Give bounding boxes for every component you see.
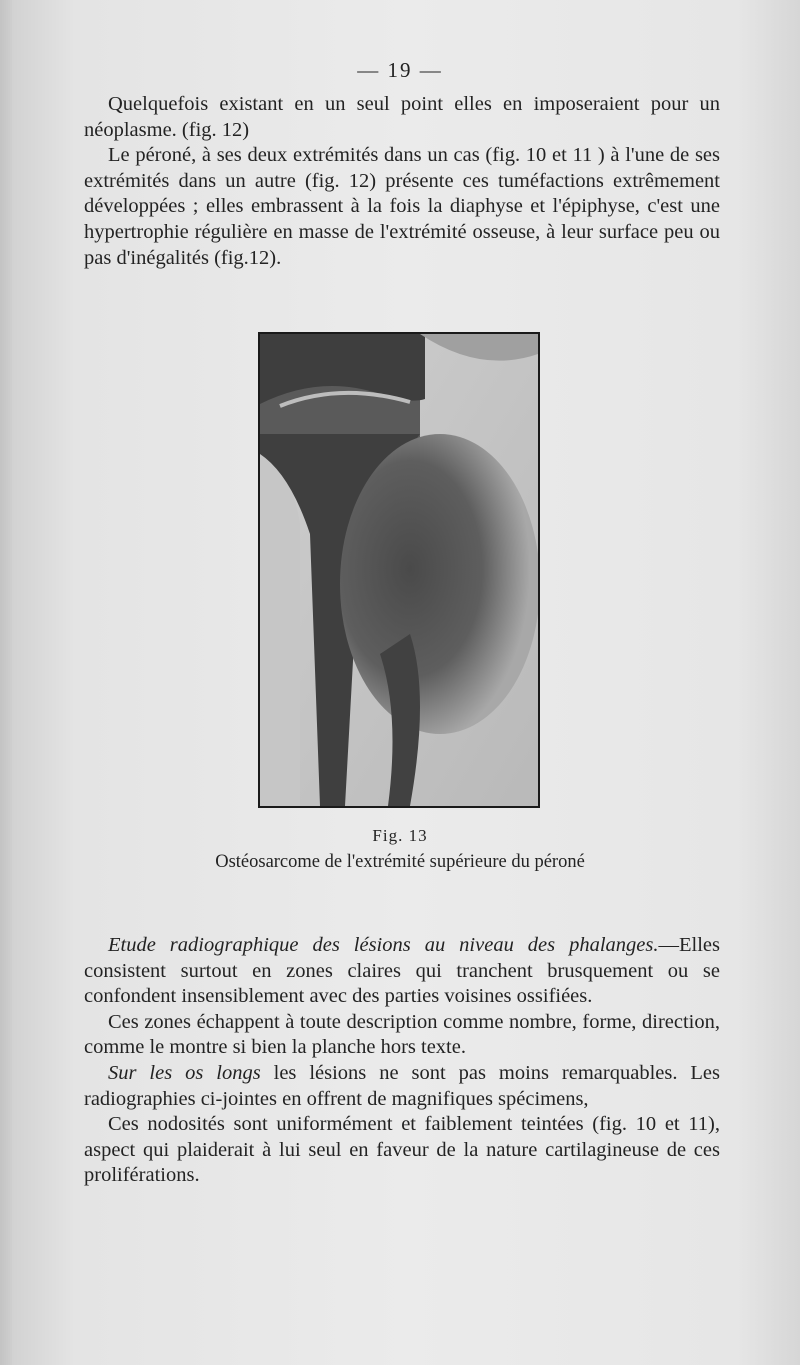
figure-caption: Ostéosarcome de l'extrémité supérieure du péroné (215, 852, 585, 872)
paragraph-5 (84, 1061, 720, 1112)
figure-label: Fig. 13 (372, 826, 428, 845)
radiograph-figure (258, 332, 540, 808)
paragraph-6: Ces nodosités sont uniformément et faiblement teintées (fig. 10 et 11), aspect qui plaiderait à lui seul en faveur de la nature cartilagineuse de ces proliférations. (84, 1113, 720, 1187)
paragraph-3-text: —Elles consistent surtout en zones claires qui tranchent brusquement ou se confondent insensiblement avec des parties voisines ossifiées. (84, 934, 720, 1008)
paragraph-5-text: les lésions ne sont pas moins remarquables. Les radiographies ci-jointes en offrent de magnifiques spécimens, (84, 1061, 720, 1110)
radiograph-image (260, 334, 538, 806)
page-number: — 19 — (357, 58, 443, 82)
section-heading: Etude radiographique des lésions au niveau des phalanges. (108, 934, 659, 956)
paragraph-1: Quelquefois existant en un seul point elles en imposeraient pour un néoplasme. (fig. 12) (84, 93, 720, 141)
subheading-long-bones: Sur les os longs (108, 1061, 261, 1084)
paragraph-3 (84, 933, 720, 1010)
paragraph-4: Ces zones échappent à toute description comme nombre, forme, direction, comme le montre si bien la planche hors texte. (84, 1010, 720, 1059)
text-block-bottom (84, 933, 720, 1189)
text-block-top (84, 92, 720, 271)
page-edge-shadow (0, 0, 12, 1365)
paragraph-2: Le péroné, à ses deux extrémités dans un cas (fig. 10 et 11 ) à l'une de ses extrémités dans un autre (fig. 12) présente ces tuméfactions extrêmement développées ; elles embrassent à la fois la diaphyse et l'épiphyse, c'est une hypertrophie régulière en masse de l'extrémité osseuse, à leur surface peu ou pas d'inégalités (fig.12). (84, 144, 720, 269)
